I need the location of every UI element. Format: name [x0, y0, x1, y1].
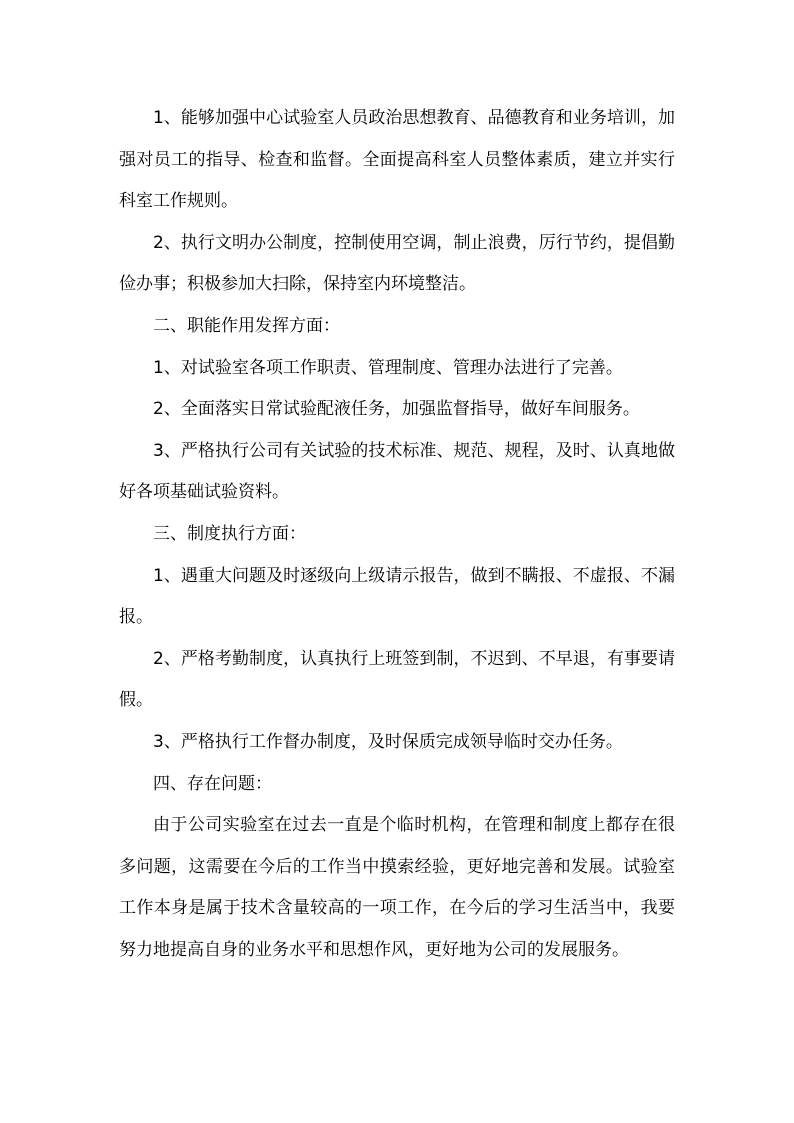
- section-heading-functions: 二、职能作用发挥方面：: [153, 315, 340, 336]
- document-body: [119, 98, 675, 971]
- section-heading-problems: 四、存在问题：: [153, 773, 272, 794]
- paragraph-duties: 1、对试验室各项工作职责、管理制度、管理办法进行了完善。: [153, 357, 623, 378]
- paragraph-training: 1、能够加强中心试验室人员政治思想教育、品德教育和业务培训，加强对员工的指导、检查和监督。全面提高科室人员整体素质，建立并实行科室工作规则。: [119, 108, 675, 212]
- paragraph-lab-tasks: 2、全面落实日常试验配液任务，加强监督指导，做好车间服务。: [153, 399, 640, 420]
- section-heading-regulations: 三、制度执行方面：: [153, 523, 306, 544]
- paragraph-supervision: 3、严格执行工作督办制度，及时保质完成领导临时交办任务。: [153, 731, 623, 752]
- paragraph-standards: 3、严格执行公司有关试验的技术标准、规范、规程，及时、认真地做好各项基础试验资料。: [119, 440, 675, 503]
- paragraph-attendance: 2、严格考勤制度，认真执行上班签到制，不迟到、不早退，有事要请假。: [119, 648, 675, 711]
- paragraph-reporting: 1、遇重大问题及时逐级向上级请示报告，做到不瞒报、不虚报、不漏报。: [119, 565, 675, 628]
- paragraph-office-rules: 2、执行文明办公制度，控制使用空调，制止浪费，厉行节约，提倡勤俭办事；积极参加大扫除，保持室内环境整洁。: [119, 232, 675, 295]
- paragraph-problems: 由于公司实验室在过去一直是个临时机构，在管理和制度上都存在很多问题，这需要在今后的工作当中摸索经验，更好地完善和发展。试验室工作本身是属于技术含量较高的一项工作，在今后的学习生活当中，我要努力地提高自身的业务水平和思想作风，更好地为公司的发展服务。: [119, 815, 675, 960]
